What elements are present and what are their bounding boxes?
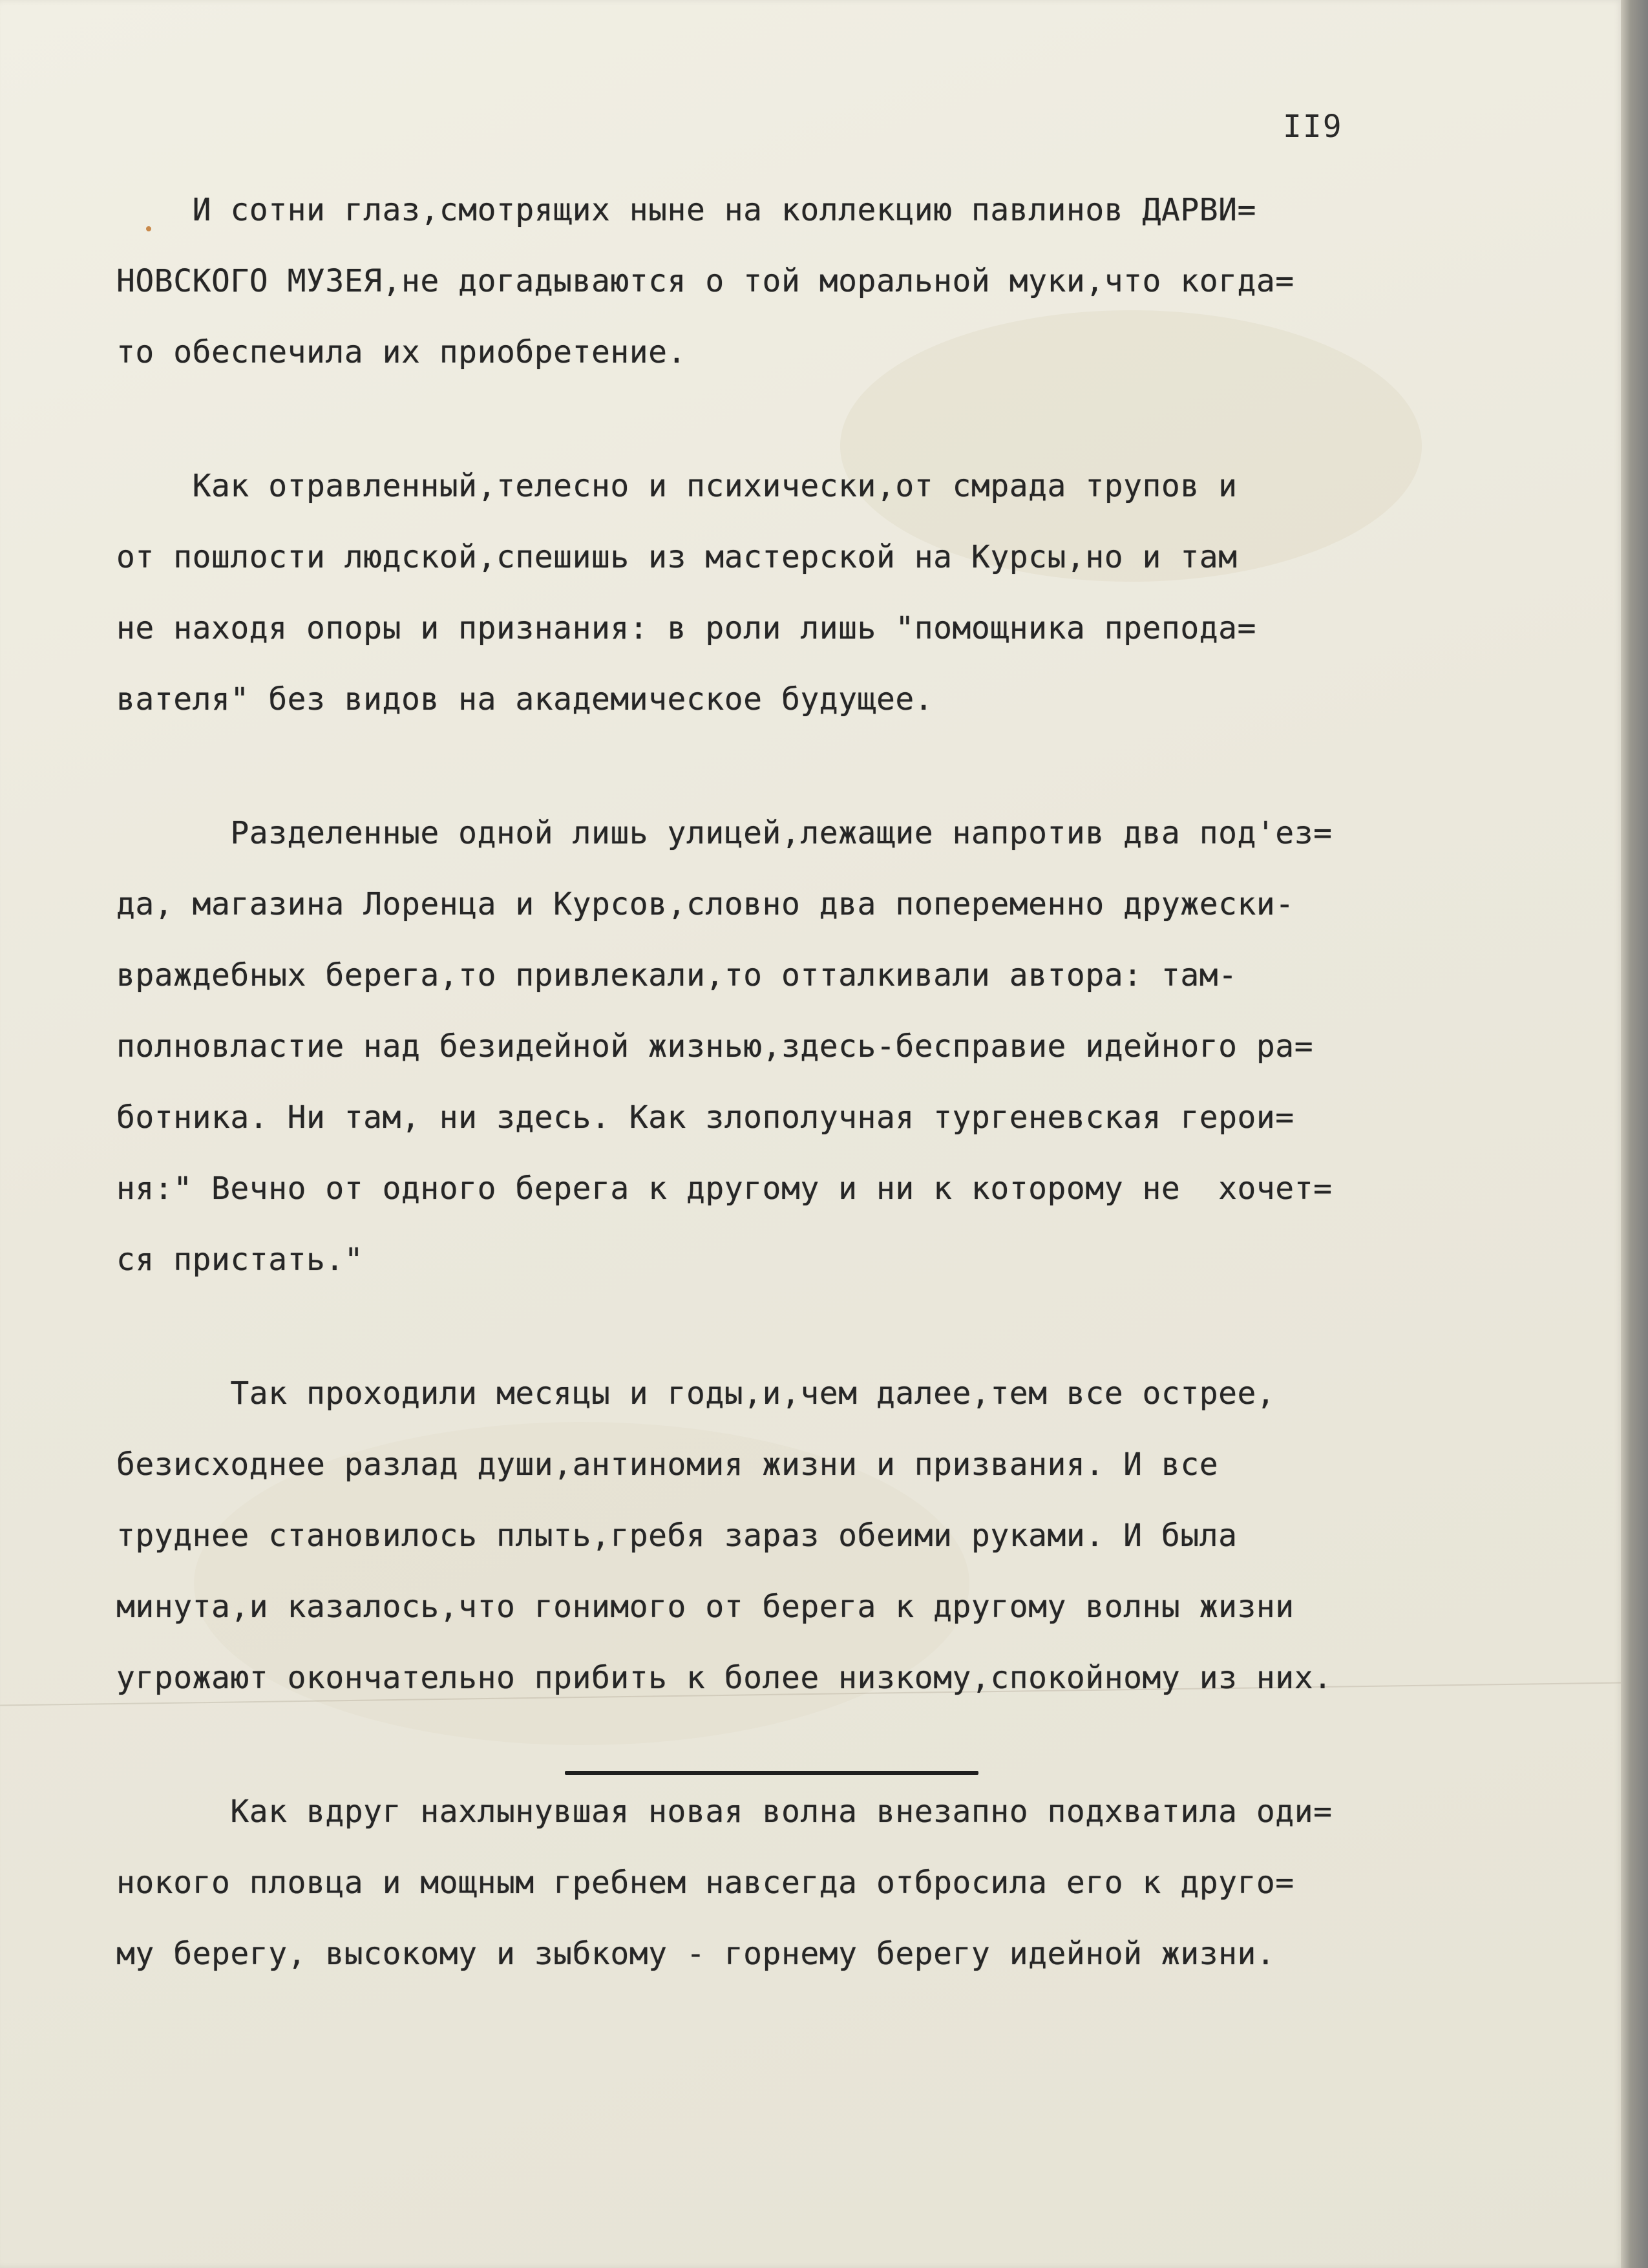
scanner-background-edge — [1621, 0, 1648, 2268]
text-line: И сотни глаз,смотрящих ныне на коллекцию павлинов ДАРВИ= — [116, 192, 1256, 228]
text-line: то обеспечила их приобретение. — [116, 334, 686, 370]
paragraph-2 — [116, 450, 1564, 735]
text-line: Как отравленный,телесно и психически,от смрада трупов и — [116, 468, 1238, 504]
text-line: НОВСКОГО МУЗЕЯ,не догадываются о той моральной муки,что когда= — [116, 263, 1294, 299]
text-line: да, магазина Лоренца и Курсов,словно два попеременно дружески- — [116, 886, 1294, 922]
text-line: Разделенные одной лишь улицей,лежащие напротив два под'ез= — [116, 815, 1333, 851]
text-line: ня:" Вечно от одного берега к другому и ни к которому не хочет= — [116, 1171, 1333, 1207]
paragraph-1 — [116, 175, 1564, 388]
text-line: Так проходили месяцы и годы,и,чем далее,тем все острее, — [116, 1375, 1276, 1412]
text-line: враждебных берега,то привлекали,то отталкивали автора: там- — [116, 957, 1238, 993]
closing-rule — [565, 1771, 978, 1775]
text-line: минута,и казалось,что гонимого от берега к другому волны жизни — [116, 1589, 1294, 1625]
text-line: безисходнее разлад души,антиномия жизни и призвания. И все — [116, 1447, 1219, 1483]
text-line: ся пристать." — [116, 1242, 364, 1278]
text-line: Как вдруг нахлынувшая новая волна внезапно подхватила оди= — [116, 1794, 1333, 1830]
text-line: нокого пловца и мощным гребнем навсегда отбросила его к друго= — [116, 1865, 1294, 1901]
text-line: от пошлости людской,спешишь из мастерской на Курсы,но и там — [116, 539, 1238, 575]
text-line: ботника. Ни там, ни здесь. Как злополучная тургеневская герои= — [116, 1099, 1294, 1136]
text-line: му берегу, высокому и зыбкому - горнему берегу идейной жизни. — [116, 1936, 1276, 1972]
paragraph-4 — [116, 1358, 1564, 1713]
paragraph-3 — [116, 798, 1564, 1295]
text-line: полновластие над безидейной жизнью,здесь-бесправие идейного ра= — [116, 1028, 1314, 1065]
page-number: II9 — [1283, 109, 1343, 145]
text-line: труднее становилось плыть,гребя зараз обеими руками. И была — [116, 1518, 1238, 1554]
text-line: не находя опоры и признания: в роли лишь "помощника препода= — [116, 610, 1256, 646]
text-line: угрожают окончательно прибить к более низкому,спокойному из них. — [116, 1660, 1333, 1696]
paragraph-5 — [116, 1776, 1564, 1989]
text-line: вателя" без видов на академическое будущее. — [116, 681, 934, 717]
